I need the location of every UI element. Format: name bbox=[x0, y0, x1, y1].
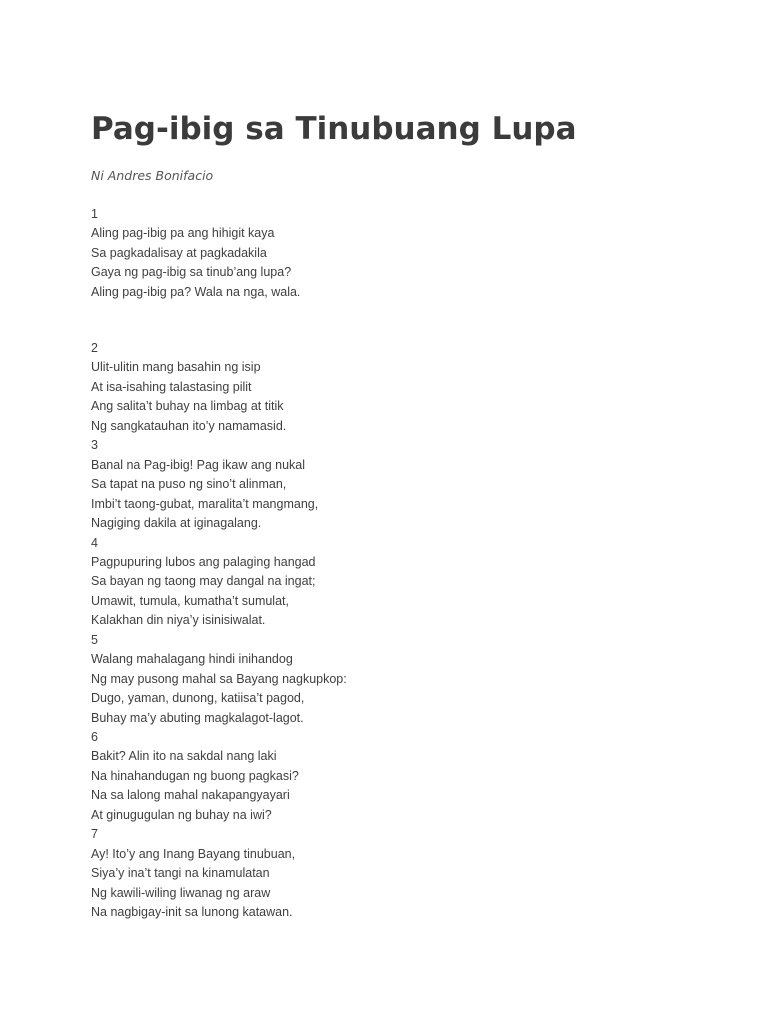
poem-line: Ay! Ito’y ang Inang Bayang tinubuan, bbox=[91, 846, 296, 861]
stanza-number: 6 bbox=[91, 730, 98, 744]
poem-line: Dugo, yaman, dunong, katiisa’t pagod, bbox=[91, 691, 305, 706]
poem-line: Umawit, tumula, kumatha’t sumulat, bbox=[91, 593, 289, 608]
poem-line: Pagpupuring lubos ang palaging hangad bbox=[91, 554, 316, 569]
stanza-number: 3 bbox=[91, 438, 98, 453]
poem-line: Kalakhan din niya’y isinisiwalat. bbox=[91, 613, 266, 628]
poem-author: Ni Andres Bonifacio bbox=[91, 168, 214, 183]
poem-line: Na hinahandugan ng buong pagkasi? bbox=[91, 768, 299, 783]
poem-line: Na sa lalong mahal nakapangyayari bbox=[91, 788, 290, 803]
poem-line: Sa pagkadalisay at pagkadakila bbox=[91, 245, 267, 260]
poem-line: Na nagbigay-init sa lunong katawan. bbox=[91, 905, 293, 920]
poem-line: Bakit? Alin ito na sakdal nang laki bbox=[91, 749, 277, 764]
stanza-number: 4 bbox=[91, 535, 98, 550]
poem-line: At ginugugulan ng buhay na iwi? bbox=[91, 807, 272, 822]
stanza-number: 1 bbox=[91, 207, 98, 221]
poem-line: Nagiging dakila at iginagalang. bbox=[91, 516, 262, 531]
poem-line: Aling pag-ibig pa ang hihigit kaya bbox=[91, 226, 275, 241]
stanza-number: 2 bbox=[91, 341, 98, 355]
poem-line: Ulit-ulitin mang basahin ng isip bbox=[91, 360, 261, 375]
poem-line: Buhay ma’y abuting magkalagot-lagot. bbox=[91, 710, 304, 725]
poem-line: Ang salita’t buhay na limbag at titik bbox=[91, 399, 284, 414]
poem-line: Sa bayan ng taong may dangal na ingat; bbox=[91, 574, 316, 589]
poem-line: Imbi’t taong-gubat, maralita’t mangmang, bbox=[91, 496, 319, 511]
poem-line: Sa tapat na puso ng sino’t alinman, bbox=[91, 477, 287, 492]
poem-line: Ng may pusong mahal sa Bayang nagkupkop: bbox=[91, 671, 347, 686]
poem-line: Ng sangkatauhan ito’y namamasid. bbox=[91, 418, 287, 433]
poem-line: Walang mahalagang hindi inihandog bbox=[91, 652, 293, 667]
poem-line: Ng kawili-wiling liwanag ng araw bbox=[91, 885, 271, 900]
stanza-number: 5 bbox=[91, 632, 98, 647]
poem-line: Gaya ng pag-ibig sa tinub’ang lupa? bbox=[91, 265, 292, 280]
poem-line: Banal na Pag-ibig! Pag ikaw ang nukal bbox=[91, 457, 306, 472]
stanza-number: 7 bbox=[91, 827, 98, 842]
poem-line: Aling pag-ibig pa? Wala na nga, wala. bbox=[91, 284, 301, 299]
poem-title: Pag-ibig sa Tinubuang Lupa bbox=[91, 111, 577, 147]
poem-line: Siya’y ina’t tangi na kinamulatan bbox=[91, 866, 270, 881]
poem-line: At isa-isahing talastasing pilit bbox=[91, 379, 252, 394]
